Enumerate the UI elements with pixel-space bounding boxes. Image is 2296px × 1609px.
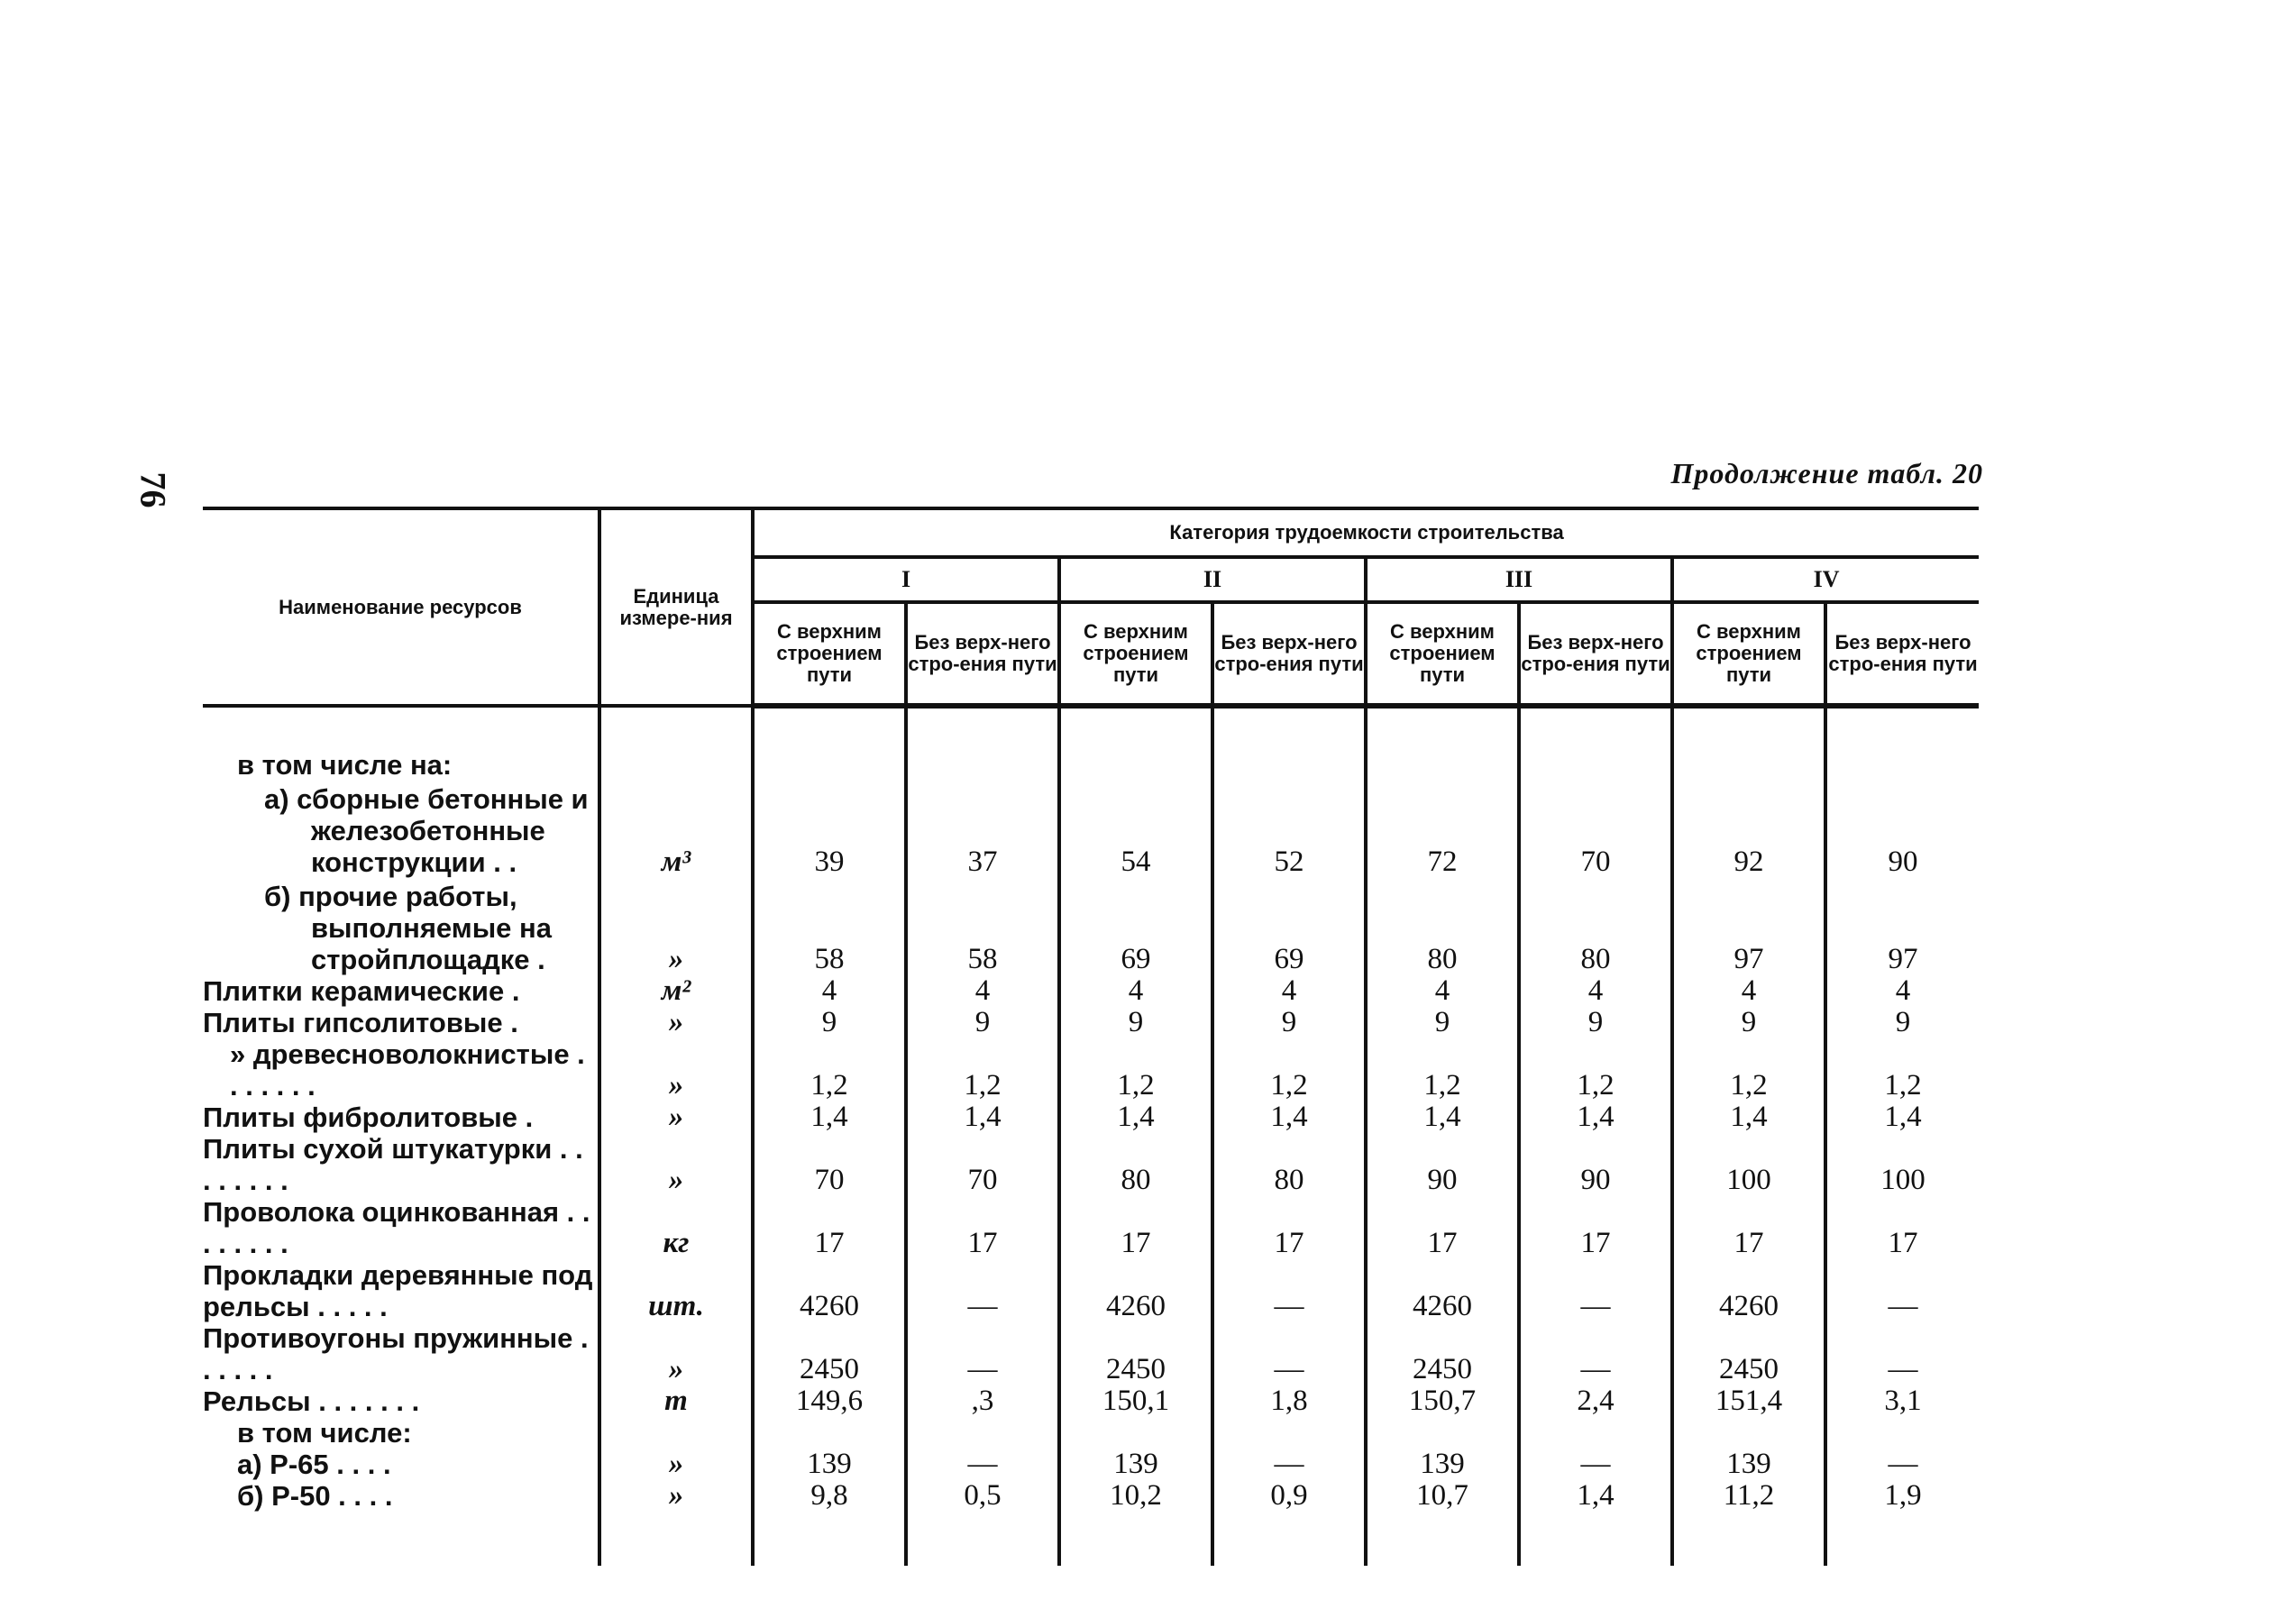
unit-cell: » <box>599 1449 753 1480</box>
value-cell: 2450 <box>1366 1322 1519 1385</box>
value-cell: 9 <box>753 1007 906 1038</box>
value-cell <box>1059 736 1212 781</box>
value-cell: 1,2 <box>1519 1038 1672 1102</box>
unit-cell <box>599 736 753 781</box>
value-cell: 100 <box>1825 1133 1979 1196</box>
table-row <box>203 1038 1979 1102</box>
value-cell: 1,2 <box>753 1038 906 1102</box>
value-cell <box>1825 736 1979 781</box>
value-cell: 9 <box>1059 1007 1212 1038</box>
table-bottom-spacer <box>203 1512 1979 1566</box>
resource-name-cell: в том числе на: <box>237 749 453 781</box>
value-cell <box>1519 736 1672 781</box>
value-cell: 11,2 <box>1672 1480 1825 1512</box>
header-with-track: С верхним строением пути <box>1059 602 1212 706</box>
value-cell <box>906 736 1059 781</box>
value-cell: 17 <box>1366 1196 1519 1259</box>
value-cell: 139 <box>1672 1449 1825 1480</box>
resource-name-cell: б) Р-50 . . . . <box>237 1480 393 1512</box>
table-row <box>203 781 1979 878</box>
value-cell: 17 <box>753 1196 906 1259</box>
value-cell: 3,1 <box>1825 1385 1979 1417</box>
value-cell: — <box>1825 1259 1979 1322</box>
unit-cell: т <box>599 1385 753 1417</box>
value-cell: 4 <box>1366 975 1519 1007</box>
resource-name-cell: Плиты сухой штукатурки . . . . . . . . <box>203 1133 583 1196</box>
value-cell: 69 <box>1059 878 1212 975</box>
value-cell <box>1059 1417 1212 1449</box>
unit-cell <box>599 1417 753 1449</box>
value-cell: 9 <box>1366 1007 1519 1038</box>
value-cell: 1,2 <box>1825 1038 1979 1102</box>
unit-cell: » <box>599 1133 753 1196</box>
table-row <box>203 1133 1979 1196</box>
continuation-caption: Продолжение табл. 20 <box>1670 457 1983 489</box>
value-cell: 17 <box>1519 1196 1672 1259</box>
resource-name-cell: Прокладки деревянные под рельсы . . . . . <box>203 1259 593 1322</box>
value-cell: 1,4 <box>753 1102 906 1133</box>
header-without-track: Без верх-него стро-ения пути <box>1519 602 1672 706</box>
table-row <box>203 1449 1979 1480</box>
value-cell: 58 <box>753 878 906 975</box>
unit-cell: кг <box>599 1196 753 1259</box>
unit-cell: » <box>599 1102 753 1133</box>
resource-name-cell: б) прочие работы, выполняемые на стройплощадке . <box>264 881 552 975</box>
table-row <box>203 1196 1979 1259</box>
value-cell: 92 <box>1672 781 1825 878</box>
value-cell: 0,9 <box>1212 1480 1366 1512</box>
value-cell <box>1519 1417 1672 1449</box>
value-cell: 4 <box>753 975 906 1007</box>
unit-cell: м² <box>599 975 753 1007</box>
resource-name-cell: Проволока оцинкованная . . . . . . . . <box>203 1196 590 1259</box>
resource-name-cell: Противоугоны пружинные . . . . . . <box>203 1322 589 1385</box>
value-cell <box>1825 1417 1979 1449</box>
value-cell: 2450 <box>1672 1322 1825 1385</box>
table-row <box>203 736 1979 781</box>
value-cell <box>1366 1417 1519 1449</box>
value-cell: 149,6 <box>753 1385 906 1417</box>
table-row <box>203 1385 1979 1417</box>
value-cell: 139 <box>753 1449 906 1480</box>
value-cell: 0,5 <box>906 1480 1059 1512</box>
value-cell: — <box>1825 1449 1979 1480</box>
resource-name-cell: Плиты фибролитовые . <box>203 1102 534 1133</box>
unit-cell: » <box>599 1038 753 1102</box>
value-cell: 150,1 <box>1059 1385 1212 1417</box>
header-without-track: Без верх-него стро-ения пути <box>906 602 1059 706</box>
table-row <box>203 1259 1979 1322</box>
unit-cell: » <box>599 1007 753 1038</box>
value-cell: 1,4 <box>1059 1102 1212 1133</box>
value-cell: 80 <box>1059 1133 1212 1196</box>
value-cell: 1,4 <box>1519 1102 1672 1133</box>
value-cell: 90 <box>1366 1133 1519 1196</box>
table-row <box>203 975 1979 1007</box>
header-without-track: Без верх-него стро-ения пути <box>1212 602 1366 706</box>
value-cell: 58 <box>906 878 1059 975</box>
value-cell: 4 <box>1519 975 1672 1007</box>
value-cell: 151,4 <box>1672 1385 1825 1417</box>
value-cell: 70 <box>753 1133 906 1196</box>
value-cell: 4 <box>906 975 1059 1007</box>
resource-name-cell: Плиты гипсолитовые . <box>203 1007 518 1038</box>
table-row <box>203 1102 1979 1133</box>
value-cell: 17 <box>1672 1196 1825 1259</box>
value-cell: 39 <box>753 781 906 878</box>
table-row <box>203 1417 1979 1449</box>
value-cell: 1,4 <box>1672 1102 1825 1133</box>
value-cell: 72 <box>1366 781 1519 878</box>
value-cell: 4260 <box>1672 1259 1825 1322</box>
header-unit: Единица измере-ния <box>599 508 753 706</box>
value-cell: 37 <box>906 781 1059 878</box>
value-cell: — <box>1519 1322 1672 1385</box>
resource-name-cell: а) сборные бетонные и железобетонные конструкции . . <box>264 783 589 878</box>
header-resource-name: Наименование ресурсов <box>203 508 599 706</box>
header-without-track: Без верх-него стро-ения пути <box>1825 602 1979 706</box>
value-cell: 52 <box>1212 781 1366 878</box>
value-cell <box>1212 1417 1366 1449</box>
value-cell: 1,4 <box>1212 1102 1366 1133</box>
value-cell: 2450 <box>1059 1322 1212 1385</box>
value-cell: 1,2 <box>1672 1038 1825 1102</box>
value-cell: 4260 <box>1059 1259 1212 1322</box>
header-category-4: IV <box>1672 557 1979 602</box>
value-cell: 1,8 <box>1212 1385 1366 1417</box>
value-cell: 1,2 <box>1059 1038 1212 1102</box>
value-cell: 4 <box>1672 975 1825 1007</box>
unit-cell: » <box>599 1322 753 1385</box>
value-cell: 54 <box>1059 781 1212 878</box>
resource-table <box>203 507 1979 1566</box>
value-cell: 100 <box>1672 1133 1825 1196</box>
value-cell <box>1212 736 1366 781</box>
value-cell: — <box>1212 1259 1366 1322</box>
value-cell: — <box>1825 1322 1979 1385</box>
value-cell: 70 <box>1519 781 1672 878</box>
table-row <box>203 1007 1979 1038</box>
value-cell: 2,4 <box>1519 1385 1672 1417</box>
value-cell: 17 <box>1825 1196 1979 1259</box>
resource-name-cell: а) Р-65 . . . . <box>237 1449 391 1480</box>
value-cell: 9 <box>906 1007 1059 1038</box>
value-cell: 4260 <box>753 1259 906 1322</box>
value-cell: 2450 <box>753 1322 906 1385</box>
value-cell: 17 <box>906 1196 1059 1259</box>
value-cell: 1,2 <box>906 1038 1059 1102</box>
value-cell <box>753 736 906 781</box>
value-cell: 139 <box>1059 1449 1212 1480</box>
value-cell <box>906 1417 1059 1449</box>
value-cell: — <box>906 1449 1059 1480</box>
value-cell: 1,4 <box>1825 1102 1979 1133</box>
value-cell: 97 <box>1672 878 1825 975</box>
value-cell: 10,7 <box>1366 1480 1519 1512</box>
value-cell: — <box>1212 1322 1366 1385</box>
value-cell: 9 <box>1672 1007 1825 1038</box>
unit-cell: м³ <box>599 781 753 878</box>
value-cell: 9 <box>1825 1007 1979 1038</box>
value-cell: 1,4 <box>1519 1480 1672 1512</box>
table-row <box>203 1322 1979 1385</box>
value-cell <box>1672 736 1825 781</box>
header-with-track: С верхним строением пути <box>753 602 906 706</box>
value-cell: 17 <box>1212 1196 1366 1259</box>
value-cell <box>753 1417 906 1449</box>
value-cell <box>1366 736 1519 781</box>
value-cell: 80 <box>1212 1133 1366 1196</box>
header-category-3: III <box>1366 557 1672 602</box>
value-cell: 4260 <box>1366 1259 1519 1322</box>
value-cell: 1,9 <box>1825 1480 1979 1512</box>
header-with-track: С верхним строением пути <box>1366 602 1519 706</box>
value-cell: ,3 <box>906 1385 1059 1417</box>
header-category-2: II <box>1059 557 1366 602</box>
value-cell: 139 <box>1366 1449 1519 1480</box>
value-cell: 4 <box>1059 975 1212 1007</box>
table-row <box>203 1480 1979 1512</box>
value-cell: 80 <box>1519 878 1672 975</box>
value-cell: 69 <box>1212 878 1366 975</box>
value-cell: 1,4 <box>1366 1102 1519 1133</box>
value-cell: 17 <box>1059 1196 1212 1259</box>
value-cell: 90 <box>1825 781 1979 878</box>
value-cell: 70 <box>906 1133 1059 1196</box>
table-row <box>203 878 1979 975</box>
page-number: 76 <box>133 471 174 508</box>
value-cell: 9 <box>1519 1007 1672 1038</box>
value-cell: 150,7 <box>1366 1385 1519 1417</box>
unit-cell: шт. <box>599 1259 753 1322</box>
value-cell: 4 <box>1825 975 1979 1007</box>
value-cell: — <box>1212 1449 1366 1480</box>
value-cell: — <box>1519 1259 1672 1322</box>
resource-name-cell: в том числе: <box>237 1417 412 1449</box>
value-cell: — <box>1519 1449 1672 1480</box>
value-cell: 97 <box>1825 878 1979 975</box>
value-cell: 9,8 <box>753 1480 906 1512</box>
value-cell: 1,2 <box>1212 1038 1366 1102</box>
unit-cell: » <box>599 1480 753 1512</box>
header-category-1: I <box>753 557 1059 602</box>
value-cell: — <box>906 1322 1059 1385</box>
value-cell: 80 <box>1366 878 1519 975</box>
header-category-group: Категория трудоемкости строительства <box>753 508 1979 557</box>
value-cell: 1,4 <box>906 1102 1059 1133</box>
header-with-track: С верхним строением пути <box>1672 602 1825 706</box>
value-cell: 4 <box>1212 975 1366 1007</box>
resource-name-cell: Плитки керамические . <box>203 975 520 1007</box>
value-cell: — <box>906 1259 1059 1322</box>
value-cell: 10,2 <box>1059 1480 1212 1512</box>
value-cell: 90 <box>1519 1133 1672 1196</box>
unit-cell: » <box>599 878 753 975</box>
resource-name-cell: Рельсы . . . . . . . <box>203 1385 420 1417</box>
resource-name-cell: » древесноволокнистые . . . . . . . <box>230 1038 585 1102</box>
value-cell: 9 <box>1212 1007 1366 1038</box>
value-cell <box>1672 1417 1825 1449</box>
value-cell: 1,2 <box>1366 1038 1519 1102</box>
